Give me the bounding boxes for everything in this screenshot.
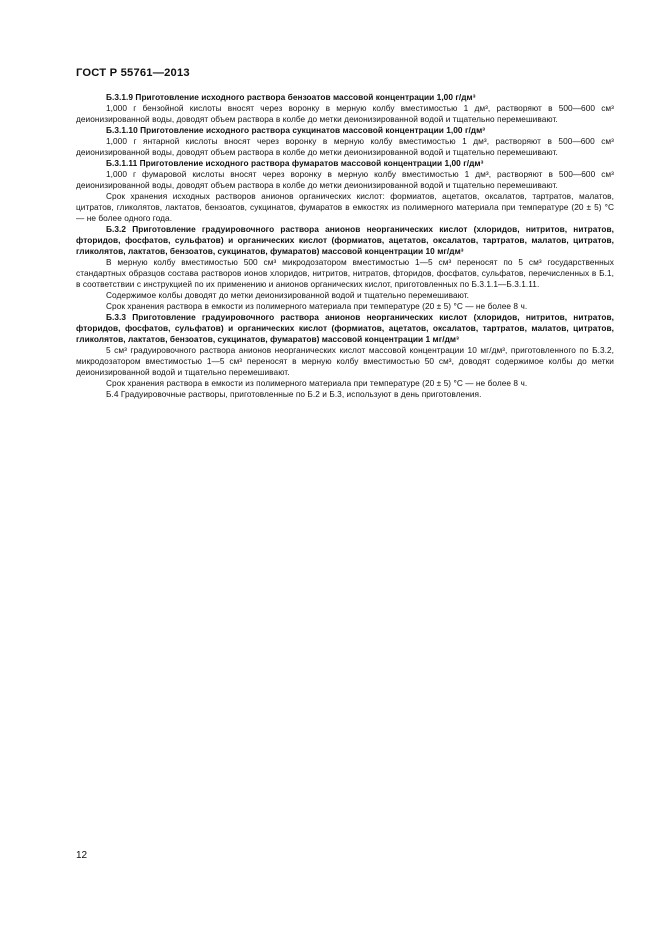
paragraph: 1,000 г янтарной кислоты вносят через воронку в мерную колбу вместимостью 1 дм³, растворяют в 500—600 см³ деионизированной воды, доводят объем раствора в колбе до метки деионизированной водой и тщательно перемешивают. xyxy=(76,136,614,157)
paragraph-b4: Б.4 Градуировочные растворы, приготовленные по Б.2 и Б.3, используют в день приготовления. xyxy=(106,389,482,399)
paragraph: Срок хранения раствора в емкости из полимерного материала при температуре (20 ± 5) °С — не более 8 ч. xyxy=(106,378,528,388)
section-heading-b3-3: Б.3.3 Приготовление градуировочного раствора анионов неорганических кислот (хлоридов, нитритов, нитратов, фторидов, фосфатов, сульфатов) и органических кислот (формиатов, ацетатов, оксалатов, тартратов, малатов, цитратов, гликолятов, лактатов, бензоатов, сукцинатов, фумаратов) массовой концентрации 1 мг/дм³ xyxy=(76,312,614,344)
paragraph: Содержимое колбы доводят до метки деионизированной водой и тщательно перемешивают. xyxy=(106,290,470,300)
document-header: ГОСТ Р 55761—2013 xyxy=(76,67,190,79)
paragraph: 5 см³ градуировочного раствора анионов неорганических кислот массовой концентрации 10 мг/дм³, приготовленного по Б.3.2, микродозатором вместимостью 1—5 см³ переносят в мерную колбу вместимостью 50 см³, доводят содержимое колбы до метки деионизированной водой и тщательно перемешивают. xyxy=(76,345,614,377)
paragraph: В мерную колбу вместимостью 500 см³ микродозатором вместимостью 1—5 см³ переносят по 5 см³ государственных стандартных образцов состава растворов ионов хлоридов, нитритов, нитратов, фторидов, фосфатов, сульфатов, перечисленных в Б.1, в соответствии с инструкцией по их применению и анионов органических кислот, приготовленных по Б.3.1.1—Б.3.1.11. xyxy=(76,257,614,289)
paragraph: Срок хранения раствора в емкости из полимерного материала при температуре (20 ± 5) °С — не более 8 ч. xyxy=(106,301,528,311)
paragraph: 1,000 г фумаровой кислоты вносят через воронку в мерную колбу вместимостью 1 дм³, растворяют в 500—600 см³ деионизированной воды, доводят объем раствора в колбе до метки деионизированной водой и тщательно перемешивают. xyxy=(76,169,614,190)
paragraph: 1,000 г бензойной кислоты вносят через воронку в мерную колбу вместимостью 1 дм³, растворяют в 500—600 см³ деионизированной воды, доводят объем раствора в колбе до метки деионизированной водой и тщательно перемешивают. xyxy=(76,103,614,124)
section-heading-b3-1-10: Б.3.1.10 Приготовление исходного раствора сукцинатов массовой концентрации 1,00 г/дм³ xyxy=(106,125,486,135)
paragraph: Срок хранения исходных растворов анионов органических кислот: формиатов, ацетатов, оксалатов, тартратов, малатов, цитратов, гликолятов, лактатов, бензоатов, сукцинатов, фумаратов в емкостях из полимерного материала при температуре (20 ± 5) °С — не более одного года. xyxy=(76,191,614,223)
section-heading-b3-1-11: Б.3.1.11 Приготовление исходного раствора фумаратов массовой концентрации 1,00 г/дм³ xyxy=(106,158,484,168)
document-body xyxy=(76,92,614,400)
page-number: 12 xyxy=(76,850,88,861)
section-heading-b3-2: Б.3.2 Приготовление градуировочного раствора анионов неорганических кислот (хлоридов, нитритов, нитратов, фторидов, фосфатов, сульфатов) и органических кислот (формиатов, ацетатов, оксалатов, тартратов, малатов, цитратов, гликолятов, лактатов, бензоатов, сукцинатов, фумаратов) массовой концентрации 10 мг/дм³ xyxy=(76,224,614,256)
section-heading-b3-1-9: Б.3.1.9 Приготовление исходного раствора бензоатов массовой концентрации 1,00 г/дм³ xyxy=(106,92,476,102)
